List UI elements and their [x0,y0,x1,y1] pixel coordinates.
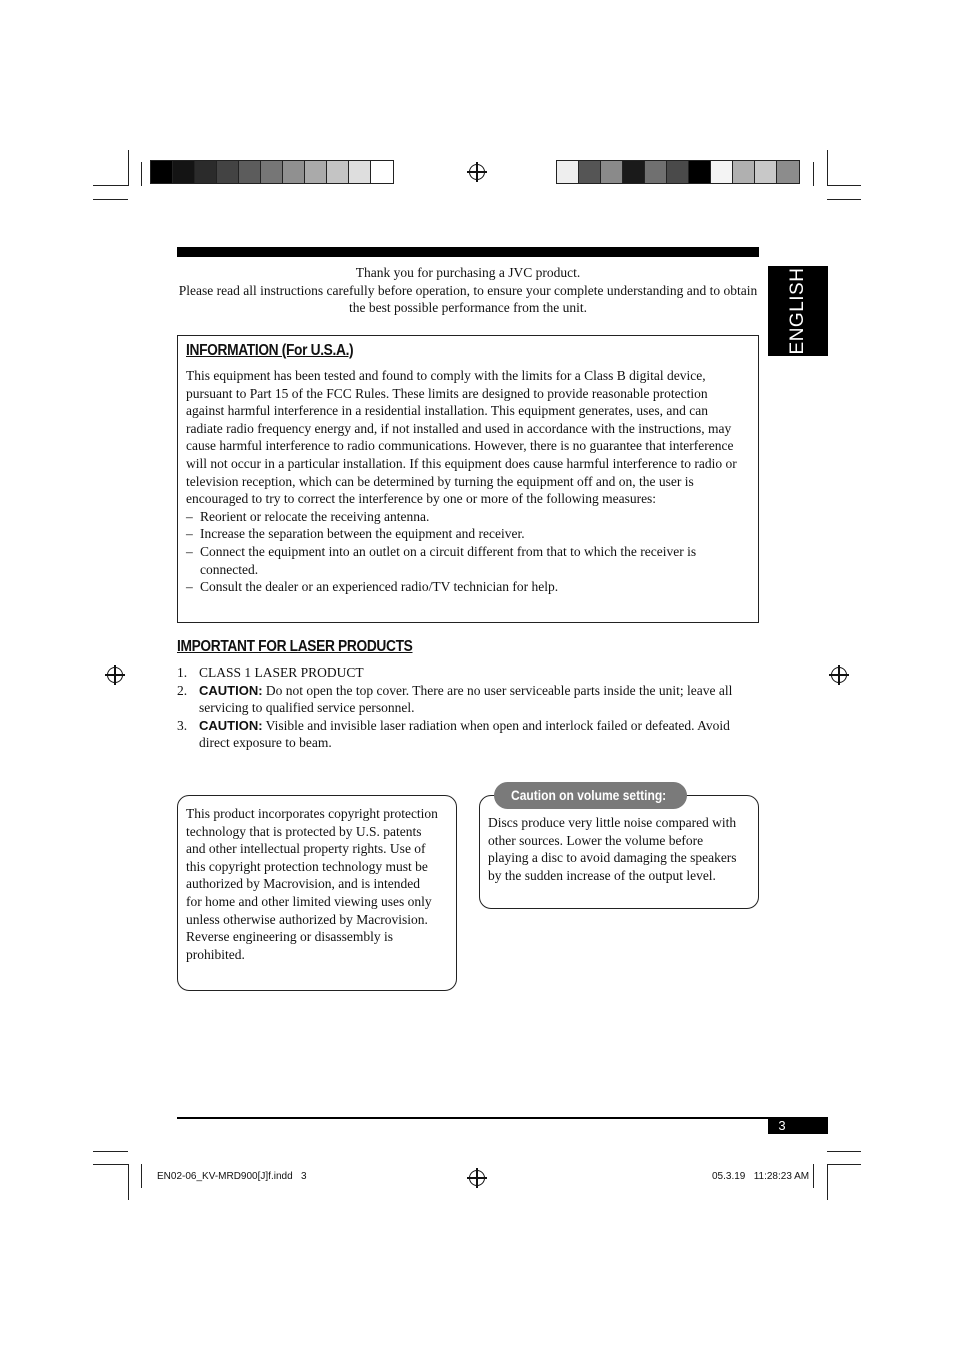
info-usa-heading: INFORMATION (For U.S.A.) [186,342,354,359]
crop-mark [141,1164,142,1188]
caution-label: CAUTION: [199,682,263,698]
list-item: – Connect the equipment into an outlet on a circuit different from that to which the receiver is connected. [186,543,748,578]
swatch [733,161,755,183]
volume-caution-pill [494,782,687,809]
info-usa-box [177,335,759,623]
crop-mark [128,1164,129,1200]
info-usa-paragraph: This equipment has been tested and found to comply with the limits for a Class B digital device, pursuant to Part 15 of the FCC Rules. These limits are designed to provide reasonable protection against harmful interference in a residential installation. This equipment generates, uses, and can radiate radio frequency energy and, if not installed and used in accordance with the instructions, may cause harmful interference to radio communications. However, there is no guarantee that interference will not occur in a particular installation. If this equipment does cause harmful interference to radio or television reception, which can be determined by turning the equipment off and on, the user is encouraged to try to correct the interference by one or more of the following measures: [186,368,737,507]
intro [177,264,759,317]
macrovision-box [177,795,457,991]
swatch [327,161,349,183]
swatch [579,161,601,183]
crop-mark [141,162,142,186]
list-item: – Consult the dealer or an experienced radio/TV technician for help. [186,578,748,596]
list-item [177,664,759,682]
item-number: 2. [177,682,188,698]
crop-mark [93,1151,128,1152]
laser-list [177,664,759,752]
swatch [283,161,305,183]
intro-line-1: Thank you for purchasing a JVC product. [355,265,581,280]
crop-mark [827,1151,861,1152]
crop-mark [813,162,814,186]
swatch [777,161,799,183]
swatch [689,161,711,183]
registration-mark-icon [107,667,123,683]
macrovision-text: This product incorporates copyright protection technology that is protected by U.S. patents and other intellectual property rights. Use of this copyright protection technology must be authorized by Macrovision, and is intended for home and other limited viewing uses only unless otherwise authorized by Macrovision. Reverse engineering or disassembly is prohibited. [186,806,438,962]
swatch [217,161,239,183]
laser-heading: IMPORTANT FOR LASER PRODUCTS [177,638,413,655]
list-item [177,717,759,752]
swatch [645,161,667,183]
swatch [195,161,217,183]
swatch [557,161,579,183]
list-item: – Increase the separation between the equipment and receiver. [186,525,748,543]
crop-mark [827,1164,828,1200]
volume-caution-text: Discs produce very little noise compared with other sources. Lower the volume before playing a disc to avoid damaging the speakers by the sudden increase of the output level. [488,815,737,883]
swatch [667,161,689,183]
swatch [151,161,173,183]
swatch [711,161,733,183]
slug-timestamp: 05.3.19 11:28:23 AM [712,1171,810,1182]
swatch [349,161,371,183]
swatch [623,161,645,183]
crop-mark [93,185,129,186]
swatch [601,161,623,183]
language-tab-label: ENGLISH [787,267,808,355]
volume-caution-title: Caution on volume setting: [511,787,667,803]
registration-mark-icon [831,667,847,683]
crop-mark [827,1164,861,1165]
item-text: CLASS 1 LASER PRODUCT [199,665,364,680]
page-number-tab [768,1117,828,1134]
item-number: 1. [177,665,188,680]
color-bar-right [556,160,800,184]
footer-rule [177,1117,828,1119]
volume-caution-box [479,795,759,909]
item-number: 3. [177,717,188,733]
swatch [305,161,327,183]
info-usa-body [186,367,748,596]
caution-label: CAUTION: [199,717,263,733]
measures-list [186,508,748,596]
crop-mark [93,199,128,200]
item-text: Do not open the top cover. There are no user serviceable parts inside the unit; leave all servicing to qualified service personnel. [199,682,733,716]
swatch [371,161,393,183]
laser-list-wrap [177,664,759,752]
crop-mark [827,185,861,186]
slug-file: EN02-06_KV-MRD900[J]f.indd 3 [157,1171,307,1182]
registration-mark-icon [469,164,485,180]
page-number: 3 [778,1118,786,1133]
list-item: – Reorient or relocate the receiving antenna. [186,508,748,526]
crop-mark [827,150,828,186]
swatch [239,161,261,183]
crop-mark [813,1164,814,1188]
crop-mark [128,150,129,186]
registration-mark-icon [469,1170,485,1186]
header-rule [177,247,759,257]
item-text: Visible and invisible laser radiation when open and interlock failed or defeated. Avoid direct exposure to beam. [199,717,730,751]
swatch [173,161,195,183]
swatch [261,161,283,183]
list-item [177,682,759,717]
crop-mark [827,199,861,200]
color-bar-left [150,160,394,184]
language-tab [768,266,828,356]
intro-line-2: Please read all instructions carefully before operation, to ensure your complete understanding and to obtain the best possible performance from the unit. [178,282,758,316]
swatch [755,161,777,183]
crop-mark [93,1164,129,1165]
